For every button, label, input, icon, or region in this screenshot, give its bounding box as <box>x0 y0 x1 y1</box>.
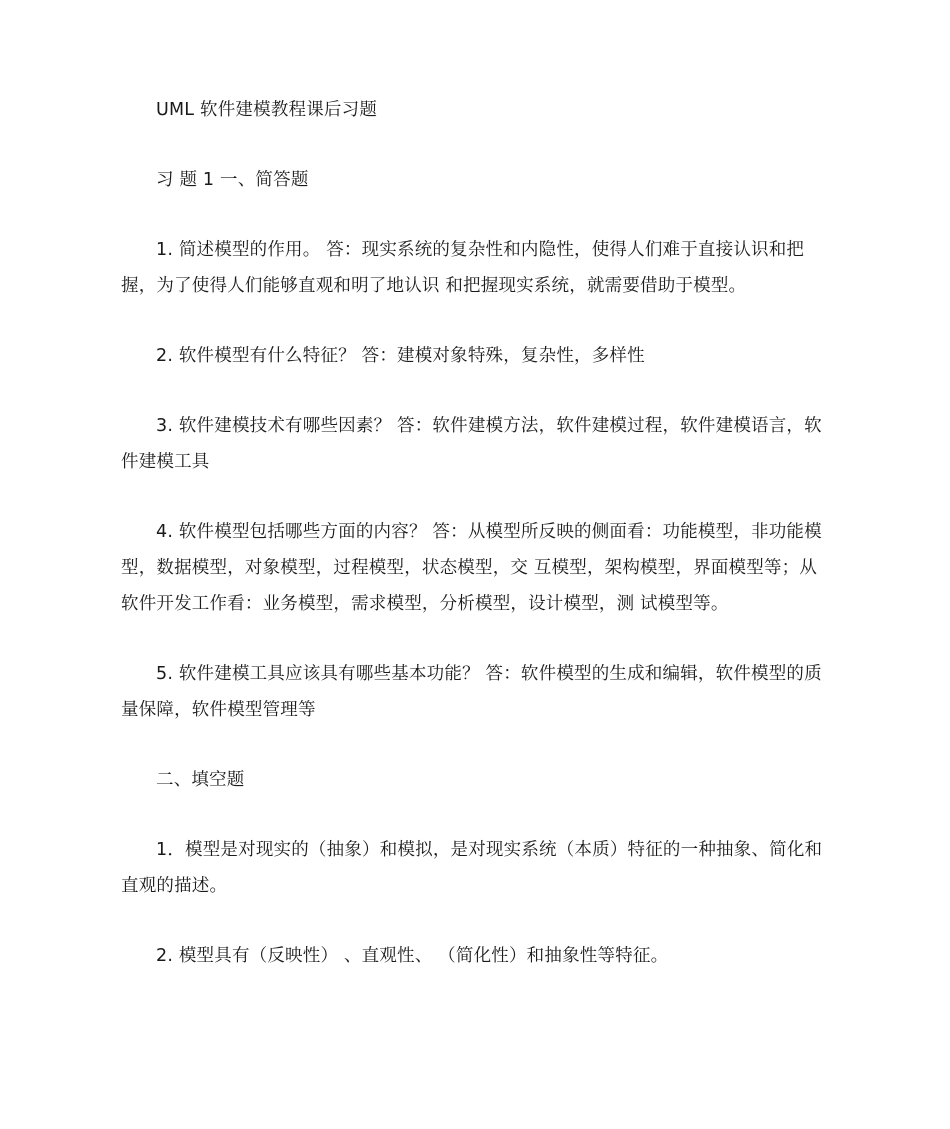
question-5: 5. 软件建模工具应该具有哪些基本功能？ 答：软件模型的生成和编辑，软件模型的质量保障，软件模型管理等 <box>121 664 822 720</box>
document-title: UML 软件建模教程课后习题 <box>156 100 378 120</box>
fill-in-1: 1．模型是对现实的（抽象）和模拟，是对现实系统（本质）特征的一种抽象、简化和直观的描述。 <box>121 840 823 896</box>
section-heading-fill-in: 二、填空题 <box>156 770 245 790</box>
question-3: 3. 软件建模技术有哪些因素？ 答：软件建模方法，软件建模过程，软件建模语言，软件建模工具 <box>121 416 822 472</box>
section-heading-short-answer: 习 题 1 一、简答题 <box>156 170 309 190</box>
fill-in-2: 2. 模型具有（反映性） 、直观性、 （简化性）和抽象性等特征。 <box>156 946 669 966</box>
document-body <box>121 92 826 974</box>
question-1: 1. 简述模型的作用。 答：现实系统的复杂性和内隐性，使得人们难于直接认识和把握，为了使得人们能够直观和明了地认识 和把握现实系统，就需要借助于模型。 <box>121 240 805 296</box>
question-4: 4. 软件模型包括哪些方面的内容？ 答：从模型所反映的侧面看：功能模型，非功能模型，数据模型，对象模型，过程模型，状态模型，交 互模型，架构模型，界面模型等；从软件开发工作看：业务模型，需求模型，分析模型，设计模型，测 试模型等。 <box>121 522 822 614</box>
question-2: 2. 软件模型有什么特征？ 答：建模对象特殊，复杂性，多样性 <box>156 346 645 366</box>
